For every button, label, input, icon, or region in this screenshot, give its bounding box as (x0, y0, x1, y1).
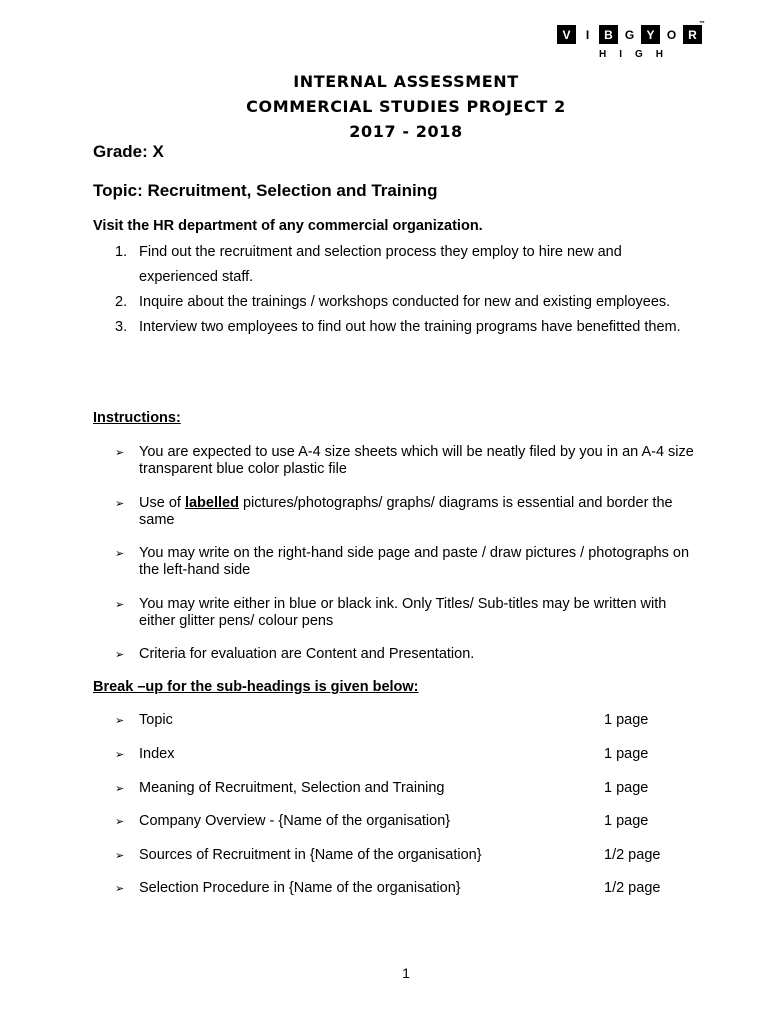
arrow-bullet-icon: ➢ (115, 649, 125, 661)
trademark-mark: ™ (699, 21, 705, 27)
arrow-bullet-icon: ➢ (115, 548, 125, 560)
item-label: Topic (139, 712, 173, 728)
item-number: 2. (115, 294, 128, 310)
list-item (115, 444, 700, 478)
item-text: Inquire about the trainings / workshops conducted for new and existing employees. (139, 294, 671, 310)
logo-letter: G (620, 25, 639, 44)
text-segment: pictures/photographs/ graphs/ diagrams is essential and border the same (139, 495, 673, 528)
item-label: Company Overview - {Name of the organisation} (139, 813, 451, 829)
item-text: Criteria for evaluation are Content and Presentation. (139, 646, 475, 662)
arrow-bullet-icon: ➢ (115, 816, 125, 828)
item-text: You may write either in blue or black ink. Only Titles/ Sub-titles may be written with either glitter pens/ colour pens (139, 596, 667, 629)
logo-subtitle: HIGH (599, 49, 676, 60)
page-count: 1 page (604, 780, 649, 796)
arrow-bullet-icon: ➢ (115, 749, 125, 761)
topic-title: Topic: Recruitment, Selection and Training (93, 181, 438, 200)
page-count: 1 page (604, 746, 649, 762)
item-label: Sources of Recruitment in {Name of the organisation} (139, 847, 482, 863)
emphasized-word: labelled (184, 495, 239, 511)
arrow-bullet-icon: ➢ (115, 883, 125, 895)
logo-letter: V (557, 25, 576, 44)
vibgyor-logo (557, 21, 707, 60)
arrow-bullet-icon: ➢ (115, 783, 125, 795)
logo-letter: R (683, 25, 702, 44)
list-item (115, 596, 700, 630)
item-text: You are expected to use A-4 size sheets which will be neatly filed by you in an A-4 size transparent blue color plastic file (139, 444, 694, 477)
item-label: Index (139, 746, 175, 762)
item-text: You may write on the right-hand side page and paste / draw pictures / photographs on the left-hand side (139, 545, 690, 578)
list-item (115, 545, 700, 579)
breakup-heading: Break –up for the sub-headings is given below: (93, 679, 419, 695)
item-text: Interview two employees to find out how the training programs have benefitted them. (139, 319, 681, 335)
text-segment: Use of (139, 495, 185, 511)
logo-letter: O (662, 25, 681, 44)
item-label: Meaning of Recruitment, Selection and Training (139, 780, 445, 796)
item-number: 1. (115, 244, 128, 260)
page-count: 1 page (604, 813, 649, 829)
page-number: 1 (402, 965, 410, 981)
item-label: Selection Procedure in {Name of the organisation} (139, 880, 461, 896)
list-item (115, 290, 695, 315)
list-item (115, 646, 700, 664)
logo-letters (557, 25, 707, 44)
page-count: 1 page (604, 712, 649, 728)
instructions-heading: Instructions: (93, 410, 181, 426)
arrow-bullet-icon: ➢ (115, 599, 125, 611)
grade-label: Grade: X (93, 142, 164, 161)
heading-assessment: INTERNAL ASSESSMENT (293, 72, 519, 91)
arrow-bullet-icon: ➢ (115, 850, 125, 862)
arrow-bullet-icon: ➢ (115, 715, 125, 727)
heading-project: COMMERCIAL STUDIES PROJECT 2 (246, 97, 566, 116)
list-item (115, 315, 695, 340)
item-text: Find out the recruitment and selection process they employ to hire new and experienced staff. (139, 244, 622, 285)
logo-letter: B (599, 25, 618, 44)
task-list (115, 240, 695, 340)
visit-instruction: Visit the HR department of any commercial organization. (93, 218, 483, 234)
list-item (115, 240, 695, 290)
list-item (115, 495, 700, 529)
page-count: 1/2 page (604, 880, 661, 896)
arrow-bullet-icon: ➢ (115, 447, 125, 459)
item-number: 3. (115, 319, 128, 335)
page-count: 1/2 page (604, 847, 661, 863)
item-text (139, 495, 700, 529)
logo-letter: Y (641, 25, 660, 44)
arrow-bullet-icon: ➢ (115, 498, 125, 510)
logo-letter: I (578, 25, 597, 44)
heading-year: 2017 - 2018 (349, 122, 463, 141)
